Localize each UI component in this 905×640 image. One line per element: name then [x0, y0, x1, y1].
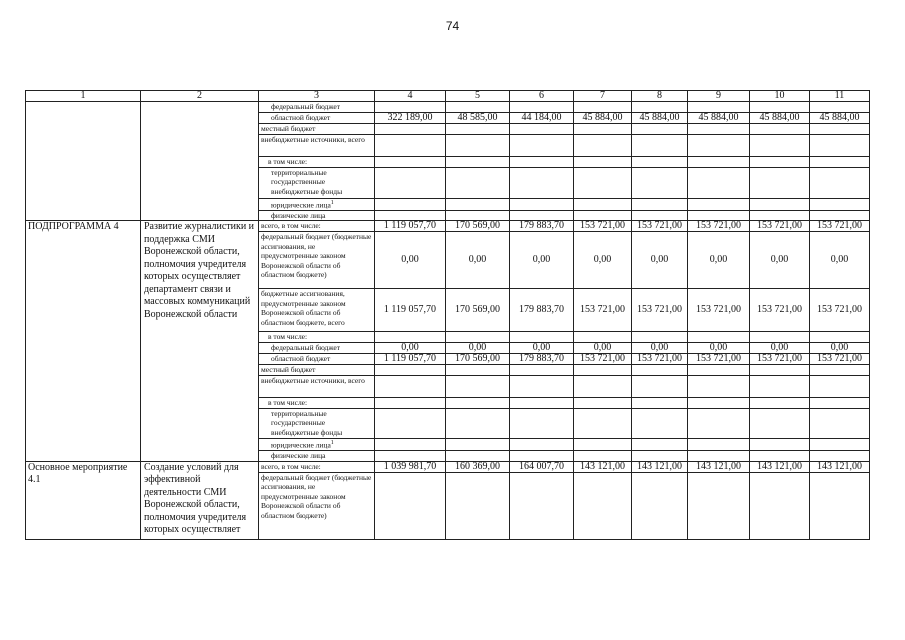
value-cell	[750, 102, 810, 113]
value-cell: 153 721,00	[632, 289, 688, 332]
value-cell	[632, 167, 688, 198]
value-cell	[510, 472, 574, 539]
value-cell: 153 721,00	[750, 289, 810, 332]
value-cell	[446, 210, 510, 221]
value-cell: 0,00	[750, 232, 810, 289]
value-cell: 45 884,00	[574, 113, 632, 124]
value-cell	[510, 198, 574, 210]
value-cell: 1 039 981,70	[375, 461, 446, 472]
value-cell	[750, 438, 810, 450]
source-label: юридические лица	[271, 440, 331, 449]
value-cell	[375, 332, 446, 343]
program-name-cell: ПОДПРОГРАММА 4	[26, 221, 141, 462]
value-cell	[510, 102, 574, 113]
source-label: всего, в том числе:	[261, 221, 321, 230]
value-cell	[750, 167, 810, 198]
header-cell: 5	[446, 91, 510, 102]
value-cell	[750, 135, 810, 157]
value-cell	[750, 408, 810, 438]
header-cell: 6	[510, 91, 574, 102]
value-cell	[750, 210, 810, 221]
value-cell	[510, 450, 574, 461]
value-cell: 143 121,00	[750, 461, 810, 472]
source-label: физические лица	[271, 210, 326, 220]
value-cell	[375, 198, 446, 210]
value-cell	[688, 364, 750, 375]
value-cell	[446, 375, 510, 397]
value-cell: 0,00	[688, 342, 750, 353]
source-label-cell	[259, 375, 375, 397]
value-cell	[574, 198, 632, 210]
value-cell	[375, 124, 446, 135]
source-label-cell	[259, 438, 375, 450]
value-cell	[750, 450, 810, 461]
value-cell	[574, 332, 632, 343]
value-cell	[750, 157, 810, 168]
value-cell: 45 884,00	[810, 113, 870, 124]
value-cell	[810, 408, 870, 438]
value-cell	[632, 157, 688, 168]
program-description-cell	[141, 102, 259, 221]
value-cell: 143 121,00	[632, 461, 688, 472]
value-cell: 45 884,00	[688, 113, 750, 124]
value-cell: 153 721,00	[688, 221, 750, 232]
value-cell	[510, 135, 574, 157]
value-cell	[446, 364, 510, 375]
value-cell	[750, 364, 810, 375]
table-row	[26, 221, 870, 232]
source-label-cell	[259, 472, 375, 539]
source-label: в том числе:	[268, 157, 308, 166]
value-cell	[810, 375, 870, 397]
source-label: местный бюджет	[261, 124, 316, 133]
header-cell: 1	[26, 91, 141, 102]
value-cell	[574, 210, 632, 221]
value-cell: 0,00	[510, 232, 574, 289]
program-description-cell: Развитие журналистики и поддержка СМИ Воронежской области, полномочия учредителя которых осуществляет департамент связи и массовых коммуникаций Воронежской области	[141, 221, 259, 462]
value-cell: 153 721,00	[810, 289, 870, 332]
value-cell: 153 721,00	[632, 221, 688, 232]
value-cell	[632, 450, 688, 461]
value-cell	[810, 450, 870, 461]
value-cell: 0,00	[810, 232, 870, 289]
value-cell	[810, 124, 870, 135]
value-cell	[510, 364, 574, 375]
value-cell	[375, 135, 446, 157]
source-label-cell	[259, 332, 375, 343]
value-cell: 179 883,70	[510, 289, 574, 332]
value-cell: 0,00	[574, 342, 632, 353]
value-cell: 0,00	[375, 232, 446, 289]
header-cell: 3	[259, 91, 375, 102]
value-cell	[574, 450, 632, 461]
value-cell: 322 189,00	[375, 113, 446, 124]
value-cell: 0,00	[632, 232, 688, 289]
program-name-cell	[26, 102, 141, 221]
source-label: территориальные государственные внебюджетные фонды	[271, 167, 343, 196]
value-cell	[574, 157, 632, 168]
value-cell: 153 721,00	[810, 221, 870, 232]
value-cell	[632, 472, 688, 539]
source-label: внебюджетные источники, всего	[261, 135, 365, 144]
value-cell	[688, 438, 750, 450]
value-cell: 0,00	[446, 342, 510, 353]
value-cell: 45 884,00	[750, 113, 810, 124]
value-cell: 179 883,70	[510, 221, 574, 232]
source-label: физические лица	[271, 450, 326, 460]
header-cell: 4	[375, 91, 446, 102]
source-label: внебюджетные источники, всего	[261, 375, 365, 385]
value-cell	[810, 167, 870, 198]
value-cell	[574, 375, 632, 397]
value-cell	[810, 364, 870, 375]
value-cell: 0,00	[688, 232, 750, 289]
value-cell	[688, 167, 750, 198]
value-cell	[632, 124, 688, 135]
value-cell	[688, 124, 750, 135]
value-cell: 1 119 057,70	[375, 353, 446, 364]
value-cell	[688, 472, 750, 539]
table-row	[26, 102, 870, 113]
value-cell: 153 721,00	[574, 353, 632, 364]
value-cell	[750, 332, 810, 343]
source-label: в том числе:	[268, 332, 308, 341]
value-cell	[688, 135, 750, 157]
source-label-cell	[259, 461, 375, 472]
value-cell	[375, 364, 446, 375]
header-cell: 8	[632, 91, 688, 102]
header-cell: 10	[750, 91, 810, 102]
source-label-cell	[259, 353, 375, 364]
value-cell	[375, 450, 446, 461]
value-cell	[574, 135, 632, 157]
header-cell: 7	[574, 91, 632, 102]
value-cell	[375, 397, 446, 408]
header-cell: 9	[688, 91, 750, 102]
source-label-cell	[259, 221, 375, 232]
value-cell: 0,00	[632, 342, 688, 353]
value-cell	[810, 438, 870, 450]
value-cell	[632, 364, 688, 375]
value-cell	[688, 102, 750, 113]
value-cell: 170 569,00	[446, 353, 510, 364]
value-cell	[446, 124, 510, 135]
value-cell	[375, 438, 446, 450]
value-cell: 45 884,00	[632, 113, 688, 124]
value-cell	[510, 124, 574, 135]
value-cell: 143 121,00	[810, 461, 870, 472]
value-cell: 44 184,00	[510, 113, 574, 124]
value-cell	[632, 397, 688, 408]
value-cell	[688, 408, 750, 438]
value-cell	[574, 397, 632, 408]
value-cell	[688, 375, 750, 397]
value-cell	[688, 450, 750, 461]
value-cell	[810, 397, 870, 408]
source-label: областной бюджет	[271, 113, 331, 122]
header-cell: 2	[141, 91, 259, 102]
value-cell	[574, 167, 632, 198]
table-body	[26, 91, 870, 540]
table-row	[26, 461, 870, 472]
value-cell: 153 721,00	[750, 353, 810, 364]
value-cell	[510, 157, 574, 168]
value-cell: 153 721,00	[688, 289, 750, 332]
value-cell	[446, 332, 510, 343]
source-label: федеральный бюджет	[271, 102, 341, 111]
value-cell: 0,00	[750, 342, 810, 353]
source-label: всего, в том числе:	[261, 461, 321, 471]
value-cell	[574, 438, 632, 450]
value-cell: 153 721,00	[574, 221, 632, 232]
value-cell: 0,00	[375, 342, 446, 353]
source-label-cell	[259, 198, 375, 210]
value-cell	[810, 472, 870, 539]
value-cell	[688, 397, 750, 408]
budget-table	[25, 90, 870, 540]
value-cell: 160 369,00	[446, 461, 510, 472]
value-cell	[446, 135, 510, 157]
value-cell: 179 883,70	[510, 353, 574, 364]
source-label-cell	[259, 450, 375, 461]
value-cell: 164 007,70	[510, 461, 574, 472]
source-label: областной бюджет	[271, 353, 331, 363]
value-cell	[510, 210, 574, 221]
value-cell: 170 569,00	[446, 221, 510, 232]
value-cell	[632, 198, 688, 210]
value-cell	[446, 157, 510, 168]
source-label-cell	[259, 397, 375, 408]
source-label: бюджетные ассигнования, предусмотренные законом Воронежской области об областном бюджете, всего	[261, 289, 346, 327]
source-label-cell	[259, 342, 375, 353]
value-cell	[632, 332, 688, 343]
value-cell	[375, 472, 446, 539]
value-cell: 143 121,00	[574, 461, 632, 472]
value-cell	[446, 408, 510, 438]
value-cell	[750, 472, 810, 539]
value-cell: 0,00	[510, 342, 574, 353]
value-cell	[446, 102, 510, 113]
header-cell: 11	[810, 91, 870, 102]
value-cell	[688, 210, 750, 221]
source-label-cell	[259, 102, 375, 113]
source-label-cell	[259, 157, 375, 168]
value-cell	[510, 397, 574, 408]
footnote-mark: 1	[330, 439, 334, 446]
value-cell	[810, 198, 870, 210]
value-cell	[688, 198, 750, 210]
value-cell	[510, 438, 574, 450]
value-cell: 0,00	[574, 232, 632, 289]
value-cell	[510, 375, 574, 397]
value-cell	[810, 332, 870, 343]
program-name-cell: Основное мероприятие 4.1	[26, 461, 141, 539]
value-cell	[574, 408, 632, 438]
value-cell	[632, 135, 688, 157]
source-label-cell	[259, 124, 375, 135]
source-label-cell	[259, 364, 375, 375]
source-label-cell	[259, 135, 375, 157]
source-label-cell	[259, 289, 375, 332]
value-cell	[688, 332, 750, 343]
value-cell: 153 721,00	[632, 353, 688, 364]
value-cell	[632, 408, 688, 438]
source-label-cell	[259, 113, 375, 124]
source-label: федеральный бюджет (бюджетные ассигнования, не предусмотренные законом Воронежской области об областном бюджете)	[261, 472, 372, 520]
value-cell	[750, 124, 810, 135]
source-label: федеральный бюджет (бюджетные ассигнования, не предусмотренные законом Воронежской области об областном бюджете)	[261, 232, 372, 279]
page-number: 74	[445, 19, 460, 33]
value-cell: 1 119 057,70	[375, 221, 446, 232]
source-label: территориальные государственные внебюджетные фонды	[271, 408, 343, 437]
source-label-cell	[259, 408, 375, 438]
value-cell	[375, 102, 446, 113]
value-cell	[375, 157, 446, 168]
value-cell: 153 721,00	[750, 221, 810, 232]
value-cell	[574, 472, 632, 539]
value-cell	[375, 375, 446, 397]
table-header-row	[26, 91, 870, 102]
value-cell	[510, 332, 574, 343]
value-cell: 153 721,00	[574, 289, 632, 332]
value-cell	[632, 375, 688, 397]
value-cell	[446, 438, 510, 450]
value-cell: 170 569,00	[446, 289, 510, 332]
footnote-mark: 1	[330, 199, 334, 206]
value-cell: 0,00	[810, 342, 870, 353]
source-label: федеральный бюджет	[271, 342, 341, 352]
value-cell	[632, 210, 688, 221]
source-label: юридические лица	[271, 200, 331, 209]
value-cell	[446, 472, 510, 539]
value-cell	[446, 397, 510, 408]
value-cell	[574, 102, 632, 113]
value-cell: 48 585,00	[446, 113, 510, 124]
value-cell: 1 119 057,70	[375, 289, 446, 332]
program-description-cell: Создание условий для эффективной деятельности СМИ Воронежской области, полномочия учредителя которых осуществляет	[141, 461, 259, 539]
value-cell	[632, 102, 688, 113]
value-cell	[750, 375, 810, 397]
source-label-cell	[259, 167, 375, 198]
value-cell	[810, 135, 870, 157]
source-label-cell	[259, 210, 375, 221]
value-cell	[574, 124, 632, 135]
value-cell	[810, 157, 870, 168]
value-cell	[375, 167, 446, 198]
value-cell	[446, 198, 510, 210]
source-label: в том числе:	[268, 397, 308, 407]
value-cell	[375, 210, 446, 221]
value-cell	[446, 167, 510, 198]
value-cell: 143 121,00	[688, 461, 750, 472]
value-cell: 0,00	[446, 232, 510, 289]
value-cell	[632, 438, 688, 450]
value-cell	[688, 157, 750, 168]
value-cell: 153 721,00	[688, 353, 750, 364]
source-label-cell	[259, 232, 375, 289]
value-cell: 153 721,00	[810, 353, 870, 364]
value-cell	[574, 364, 632, 375]
value-cell	[810, 102, 870, 113]
source-label: местный бюджет	[261, 364, 316, 374]
value-cell	[750, 397, 810, 408]
value-cell	[510, 167, 574, 198]
value-cell	[510, 408, 574, 438]
value-cell	[750, 198, 810, 210]
value-cell	[446, 450, 510, 461]
value-cell	[375, 408, 446, 438]
value-cell	[810, 210, 870, 221]
